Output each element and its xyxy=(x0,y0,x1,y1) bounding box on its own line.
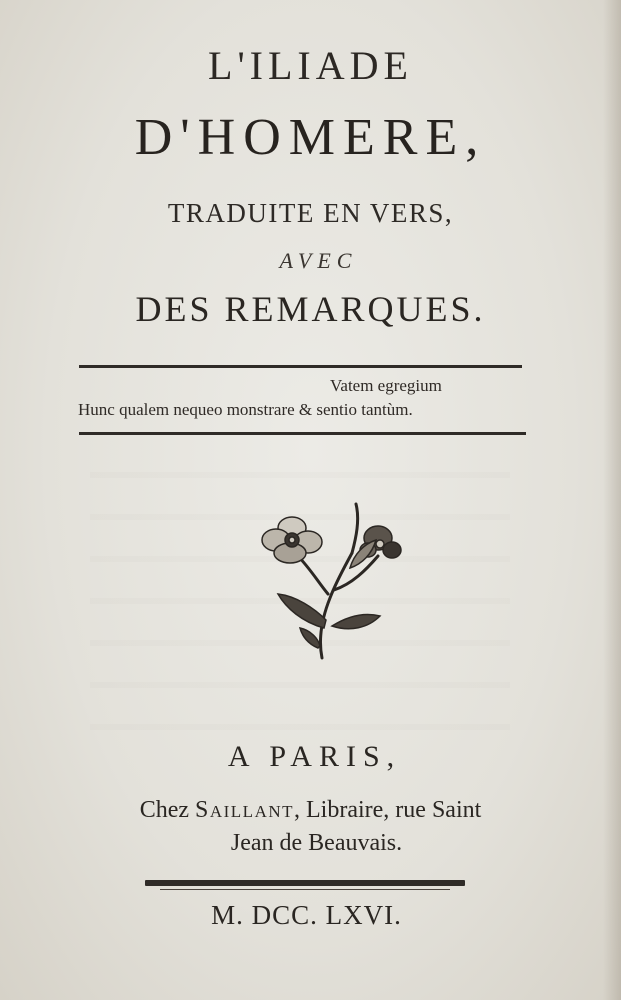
bottom-rule xyxy=(79,432,526,435)
imprint-prefix: Chez xyxy=(139,797,196,823)
publisher-name: Saillant xyxy=(195,797,295,823)
epigraph-line-2: Hunc qualem nequeo monstrare & sentio tantùm. xyxy=(78,400,413,419)
imprint-suffix: , Libraire, rue Saint xyxy=(294,797,482,823)
imprint-rule xyxy=(145,880,465,886)
imprint-place: A PARIS, xyxy=(227,740,402,773)
imprint-address-line: Jean de Beauvais. xyxy=(230,830,403,856)
imprint-publisher-line xyxy=(0,797,621,824)
flower-ornament-icon xyxy=(252,498,412,663)
title-line-1: L'ILIADE xyxy=(208,43,413,88)
subtitle-avec: AVEC xyxy=(279,248,358,273)
imprint-rule-thin xyxy=(160,889,450,890)
title-line-2: D'HOMERE, xyxy=(134,109,487,166)
subtitle-line: TRADUITE EN VERS, xyxy=(167,198,454,228)
top-rule xyxy=(79,365,522,368)
imprint-date: M. DCC. LXVI. xyxy=(211,900,402,930)
subtitle-remarques: DES REMARQUES. xyxy=(135,289,486,329)
epigraph-line-1: Vatem egregium xyxy=(330,376,442,395)
